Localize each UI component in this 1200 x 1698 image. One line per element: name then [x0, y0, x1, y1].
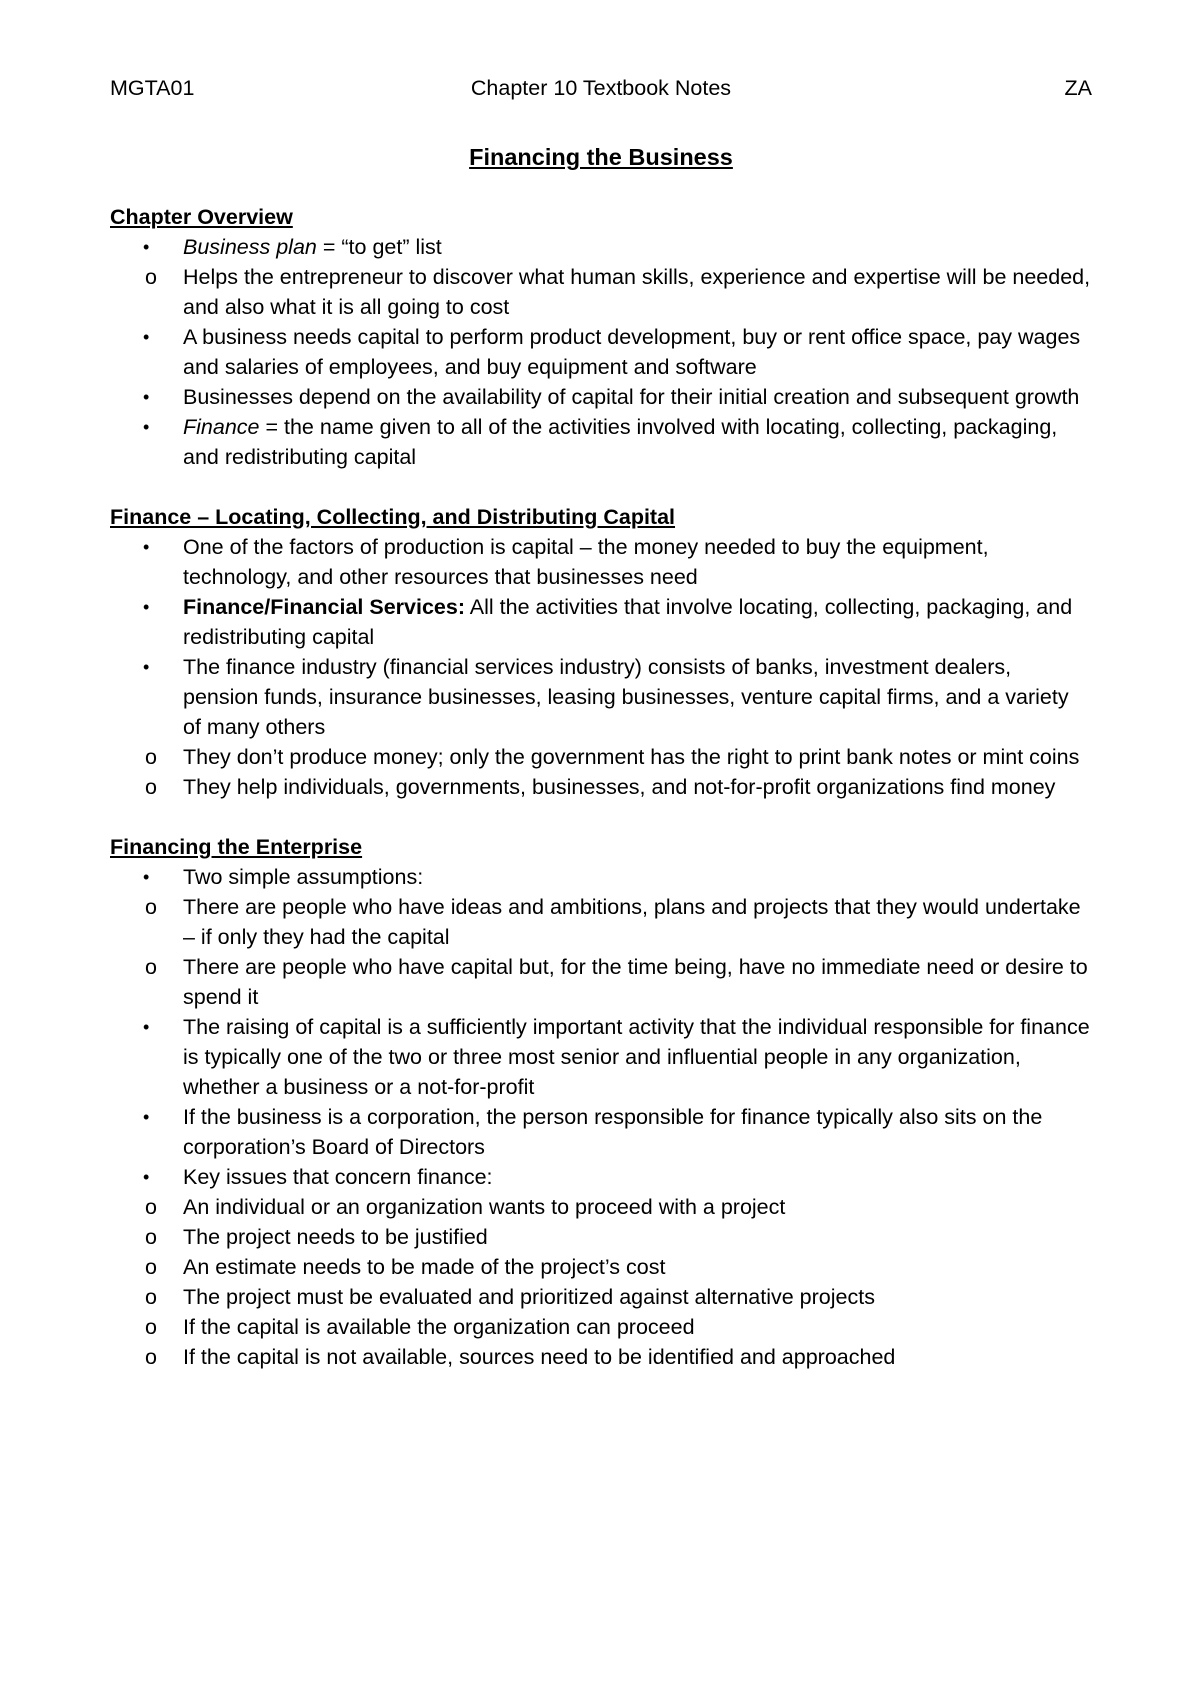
sub-list-item: [37, 1312, 1092, 1342]
list-item: [110, 382, 1092, 412]
header-title: Chapter 10 Textbook Notes: [470, 76, 732, 100]
sub-list-item: [37, 1282, 1092, 1312]
bullet-icon: •: [143, 537, 150, 557]
list-item: [110, 232, 1092, 262]
sub-bullet-icon: o: [145, 1285, 157, 1309]
sub-list-item: [37, 1342, 1092, 1372]
item-text: An individual or an organization wants to proceed with a project: [183, 1195, 786, 1219]
item-text: Businesses depend on the availability of capital for their initial creation and subsequent growth: [183, 385, 1080, 409]
item-text: If the capital is not available, sources need to be identified and approached: [183, 1345, 896, 1369]
item-text: Helps the entrepreneur to discover what human skills, experience and expertise will be needed, and also what it is all going to cost: [183, 265, 1091, 319]
list-item: [110, 592, 1092, 652]
term: Business plan: [183, 235, 317, 259]
sub-list-item: [37, 1252, 1092, 1282]
bullet-icon: •: [143, 657, 150, 677]
section-financing-enterprise: [110, 802, 1092, 1372]
sub-bullet-icon: o: [145, 1225, 157, 1249]
bullet-icon: •: [143, 387, 150, 407]
list-item: [110, 1162, 1092, 1192]
item-text: A business needs capital to perform product development, buy or rent office space, pay wages and salaries of employees, and buy equipment and software: [183, 325, 1081, 379]
bullet-icon: •: [143, 1017, 150, 1037]
sub-list-item: [37, 892, 1092, 952]
sub-list-item: [37, 772, 1092, 802]
item-text: Key issues that concern finance:: [183, 1165, 493, 1189]
sub-list-item: [37, 742, 1092, 772]
bullet-list: [110, 862, 1092, 1372]
document-title: Financing the Business: [469, 144, 733, 170]
course-code: MGTA01: [110, 76, 195, 100]
item-text: = the name given to all of the activities involved with locating, collecting, packaging, and redistributing capital: [183, 415, 1058, 469]
bullet-list: [110, 532, 1092, 802]
item-text: They help individuals, governments, businesses, and not-for-profit organizations find money: [183, 775, 1056, 799]
sub-bullet-icon: o: [145, 745, 157, 769]
sub-list-item: [37, 1222, 1092, 1252]
list-item: [110, 412, 1092, 472]
bullet-icon: •: [143, 1107, 150, 1127]
item-text: If the capital is available the organization can proceed: [183, 1315, 695, 1339]
list-item: [110, 322, 1092, 382]
sub-bullet-icon: o: [145, 1345, 157, 1369]
bullet-icon: •: [143, 237, 150, 257]
section-heading: Finance – Locating, Collecting, and Distributing Capital: [110, 505, 676, 529]
item-text: There are people who have capital but, for the time being, have no immediate need or desire to spend it: [183, 955, 1088, 1009]
item-text: There are people who have ideas and ambitions, plans and projects that they would undertake – if only they had the capital: [183, 895, 1081, 949]
sub-bullet-icon: o: [145, 1315, 157, 1339]
item-text: The project needs to be justified: [183, 1225, 488, 1249]
item-text: An estimate needs to be made of the project’s cost: [183, 1255, 666, 1279]
sub-bullet-icon: o: [145, 775, 157, 799]
item-text: The finance industry (financial services industry) consists of banks, investment dealers, pension funds, insurance businesses, leasing businesses, venture capital firms, and a variety of many others: [183, 655, 1069, 739]
sub-list-item: [37, 1192, 1092, 1222]
bullet-icon: •: [143, 597, 150, 617]
sub-bullet-icon: o: [145, 955, 157, 979]
bullet-icon: •: [143, 867, 150, 887]
sub-bullet-icon: o: [145, 1255, 157, 1279]
term: Finance: [183, 415, 260, 439]
item-text: If the business is a corporation, the person responsible for finance typically also sits on the corporation’s Board of Directors: [183, 1105, 1043, 1159]
list-item: [110, 532, 1092, 592]
author-initials: ZA: [1064, 76, 1092, 100]
section-heading: Financing the Enterprise: [110, 835, 363, 859]
item-text: All the activities that involve locating, collecting, packaging, and redistributing capital: [183, 595, 1073, 649]
sub-list-item: [37, 952, 1092, 1012]
section-chapter-overview: [110, 172, 1092, 472]
item-text: The project must be evaluated and prioritized against alternative projects: [183, 1285, 875, 1309]
list-item: [110, 1102, 1092, 1162]
item-text: One of the factors of production is capital – the money needed to buy the equipment, technology, and other resources that businesses need: [183, 535, 989, 589]
sub-bullet-icon: o: [145, 265, 157, 289]
bullet-list: [110, 232, 1092, 472]
list-item: [110, 652, 1092, 742]
item-text: Two simple assumptions:: [183, 865, 424, 889]
item-text: = “to get” list: [316, 235, 442, 259]
bullet-icon: •: [143, 417, 150, 437]
item-text: They don’t produce money; only the government has the right to print bank notes or mint coins: [183, 745, 1080, 769]
section-heading: Chapter Overview: [110, 205, 293, 229]
sub-list-item: [37, 262, 1092, 322]
term: Finance/Financial Services:: [183, 595, 466, 619]
sub-bullet-icon: o: [145, 1195, 157, 1219]
item-text: The raising of capital is a sufficiently important activity that the individual responsible for finance is typically one of the two or three most senior and influential people in any organization, whether a business or a not-for-profit: [183, 1015, 1090, 1099]
list-item: [110, 862, 1092, 892]
section-finance: [110, 472, 1092, 802]
list-item: [110, 1012, 1092, 1102]
bullet-icon: •: [143, 327, 150, 347]
bullet-icon: •: [143, 1167, 150, 1187]
sub-bullet-icon: o: [145, 895, 157, 919]
page-header: [110, 72, 1092, 104]
